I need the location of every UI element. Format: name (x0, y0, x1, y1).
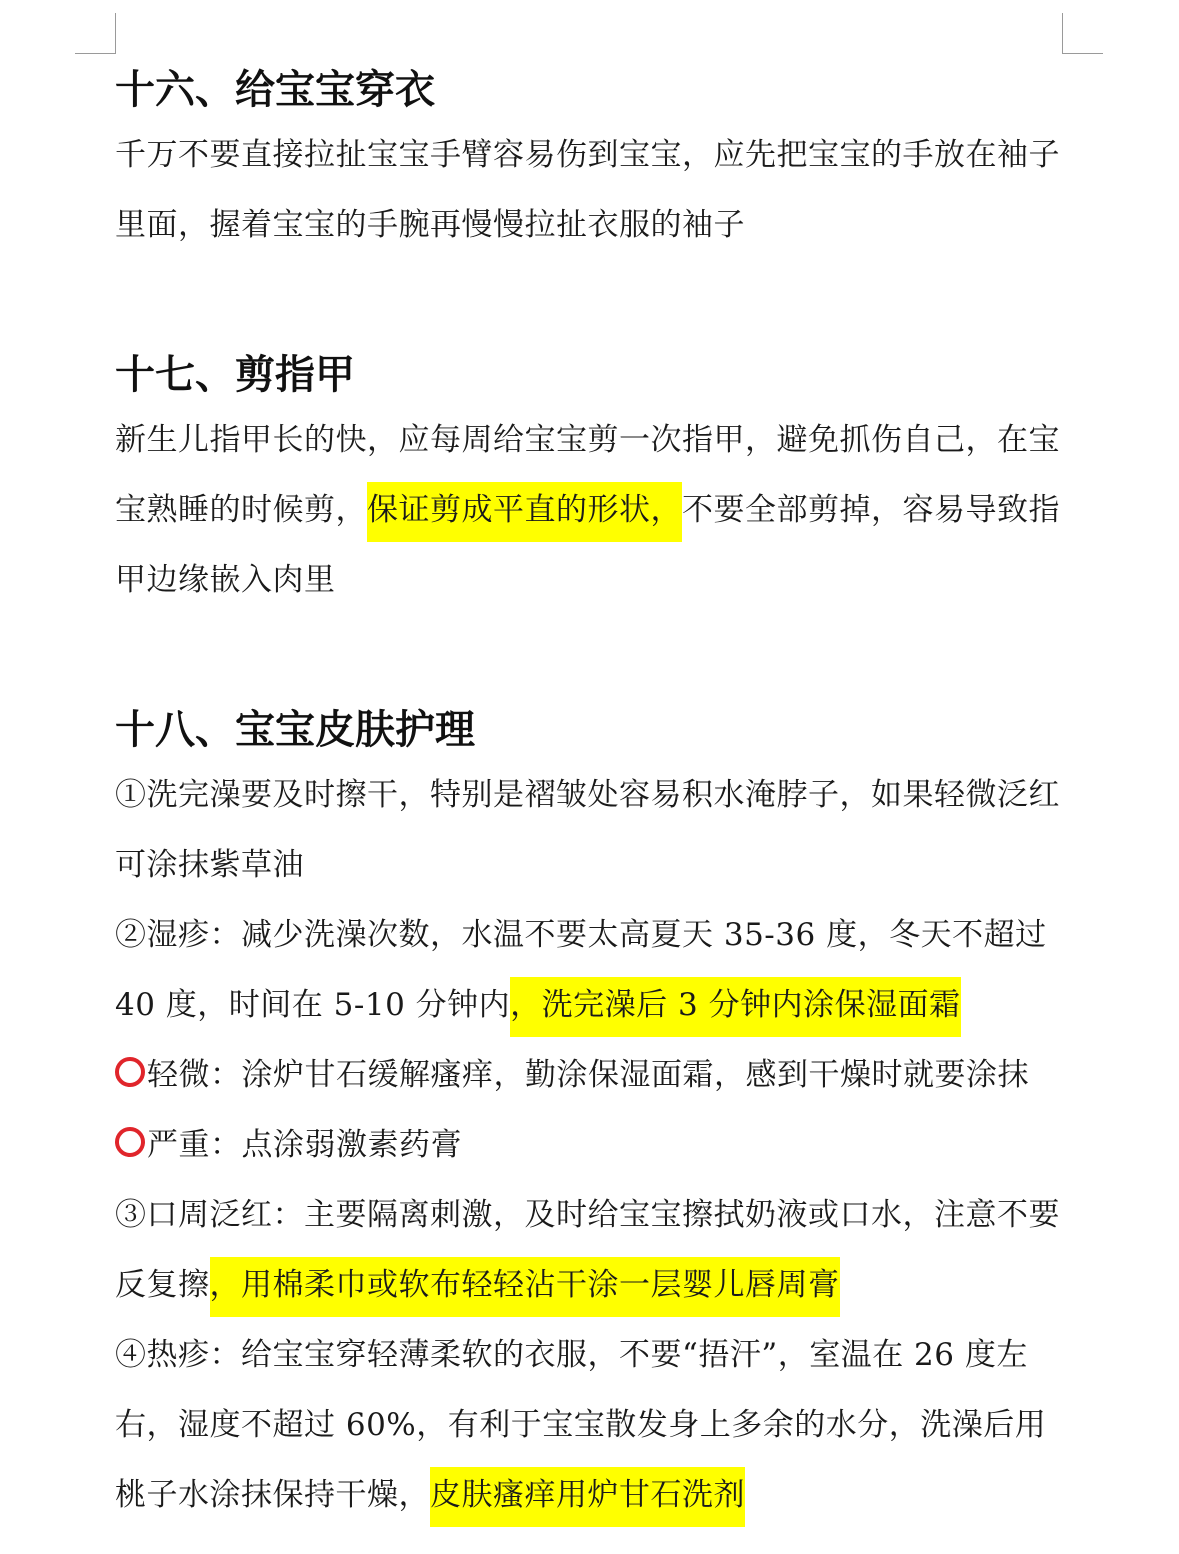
section-title: 十七、剪指甲 (115, 352, 355, 398)
paragraph-text: 千万不要直接拉扯宝宝手臂容易伤到宝宝，应先把宝宝的手放在袖子里面，握着宝宝的手腕再慢慢拉扯衣服的袖子 (115, 137, 1060, 243)
paragraph-text: ④热疹：给宝宝穿轻薄柔软的衣服，不要“捂汗”，室温在 26 度左右，湿度不超过 60%，有利于宝宝散发身上多余的水分，洗澡后用桃子水涂抹保持干燥， (115, 1337, 1047, 1513)
highlighted-text: ，用棉柔巾或软布轻轻沾干涂一层婴儿唇周膏 (210, 1257, 840, 1317)
paragraph-text: 新生儿指甲长的快，应每周给宝宝剪一次指甲，避免抓伤自己，在宝宝熟睡的时候剪， (115, 422, 1060, 528)
paragraph-text: ③口周泛红：主要隔离刺激，及时给宝宝擦拭奶液或口水，注意不要反复擦 (115, 1197, 1060, 1303)
highlighted-text: 保证剪成平直的形状， (367, 482, 682, 542)
paragraph-text: ②湿疹：减少洗澡次数，水温不要太高夏天 35-36 度，冬天不超过 40 度，时间在 5-10 分钟内 (115, 917, 1057, 1023)
paragraph (115, 405, 1065, 615)
paragraph (115, 120, 1065, 260)
section-title: 十六、给宝宝穿衣 (115, 67, 435, 113)
paragraph-item-1 (115, 760, 1065, 900)
page-corner-mark-top-left (75, 13, 116, 54)
highlighted-text: ，洗完澡后 3 分钟内涂保湿面霜 (510, 977, 960, 1037)
paragraph-text: 不要全部剪掉，容易导致指甲边缘嵌入肉里 (115, 492, 1060, 598)
paragraph-text: ①洗完澡要及时擦干，特别是褶皱处容易积水淹脖子，如果轻微泛红可涂抹紫草油 (115, 777, 1060, 883)
paragraph-mild (115, 1040, 1065, 1110)
paragraph-text: 轻微：涂炉甘石缓解瘙痒，勤涂保湿面霜，感到干燥时就要涂抹 (147, 1057, 1029, 1093)
paragraph-severe (115, 1110, 1065, 1180)
paragraph-item-2-eczema (115, 900, 1065, 1040)
page-corner-mark-top-right (1062, 13, 1103, 54)
section-title: 十八、宝宝皮肤护理 (115, 707, 475, 753)
red-circle-icon (115, 1127, 145, 1157)
paragraph-item-4-heat-rash (115, 1320, 1065, 1530)
paragraph-text: 严重：点涂弱激素药膏 (147, 1127, 462, 1163)
red-circle-icon (115, 1057, 145, 1087)
paragraph-item-3-mouth (115, 1180, 1065, 1320)
section-skin-care (115, 700, 1065, 1530)
highlighted-text: 皮肤瘙痒用炉甘石洗剂 (430, 1467, 745, 1527)
section-dressing (115, 60, 1065, 260)
section-nail-trimming (115, 345, 1065, 615)
